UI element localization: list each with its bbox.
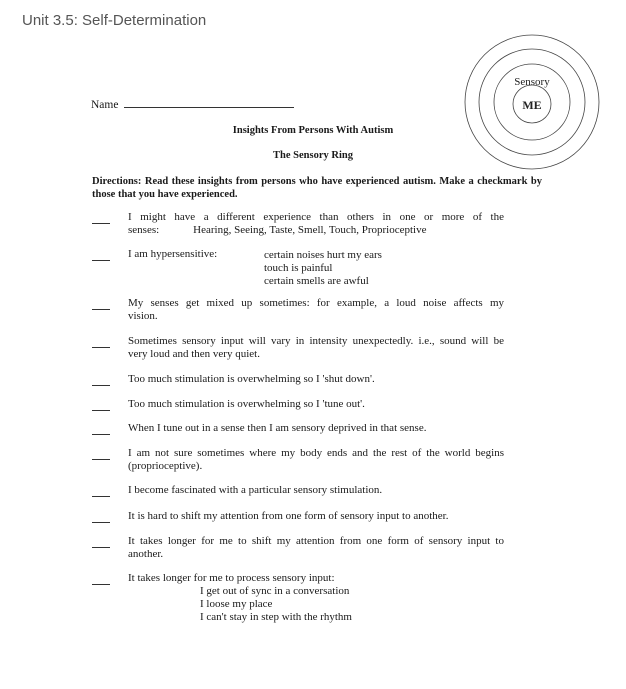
name-label: Name — [91, 99, 119, 111]
item-text: When I tune out in a sense then I am sensory deprived in that sense. — [128, 422, 427, 434]
directions: Directions: Read these insights from persons who have experienced autism. Make a checkmark by those that you have experienced. — [92, 176, 542, 200]
checkmark-blank[interactable] — [92, 574, 110, 585]
checkmark-blank[interactable] — [92, 213, 110, 224]
item-text: It is hard to shift my attention from one form of sensory input to another. — [128, 510, 449, 522]
item-text: It takes longer for me to process sensory input: — [128, 572, 335, 584]
ring-sensory-label: Sensory — [514, 76, 550, 88]
item-subtext: I loose my place — [200, 598, 273, 610]
item-text: very loud and then very quiet. — [128, 348, 260, 360]
item-subtext: I get out of sync in a conversation — [200, 585, 350, 597]
item-text: I might have a different experience than others in one or more of the — [128, 211, 504, 223]
item-text: senses: — [128, 224, 160, 236]
checkmark-blank[interactable] — [92, 250, 110, 261]
item-text: Sometimes sensory input will vary in intensity unexpectedly. i.e., sound will be — [128, 335, 504, 347]
item-text: another. — [128, 548, 164, 560]
item-text: I am not sure sometimes where my body ends and the rest of the world begins — [128, 447, 504, 459]
unit-title: Unit 3.5: Self-Determination — [22, 12, 207, 29]
checkmark-blank[interactable] — [92, 449, 110, 460]
name-field[interactable] — [124, 97, 294, 108]
item-text: Too much stimulation is overwhelming so I 'shut down'. — [128, 373, 375, 385]
item-text: I am hypersensitive: — [128, 248, 218, 260]
checkmark-blank[interactable] — [92, 400, 110, 411]
item-text: My senses get mixed up sometimes: for example, a loud noise affects my — [128, 297, 504, 309]
item-text: Hearing, Seeing, Taste, Smell, Touch, Proprioceptive — [193, 224, 427, 236]
checkmark-blank[interactable] — [92, 337, 110, 348]
checkmark-blank[interactable] — [92, 424, 110, 435]
main-title: Insights From Persons With Autism — [232, 125, 394, 136]
item-subtext: certain noises hurt my ears — [264, 249, 382, 261]
checkmark-blank[interactable] — [92, 537, 110, 548]
item-subtext: touch is painful — [264, 262, 333, 274]
name-row — [91, 97, 294, 111]
item-text: Too much stimulation is overwhelming so I 'tune out'. — [128, 398, 365, 410]
item-text: It takes longer for me to shift my attention from one form of sensory input to — [128, 535, 504, 547]
item-text: (proprioceptive). — [128, 460, 203, 472]
checkmark-blank[interactable] — [92, 299, 110, 310]
ring-me-label: ME — [522, 98, 542, 112]
item-text: vision. — [128, 310, 158, 322]
checkmark-blank[interactable] — [92, 512, 110, 523]
checkmark-blank[interactable] — [92, 375, 110, 386]
item-subtext: certain smells are awful — [264, 275, 369, 287]
item-text: I become fascinated with a particular sensory stimulation. — [128, 484, 383, 496]
sub-title: The Sensory Ring — [273, 150, 353, 161]
item-subtext: I can't stay in step with the rhythm — [200, 611, 352, 623]
checkmark-blank[interactable] — [92, 486, 110, 497]
